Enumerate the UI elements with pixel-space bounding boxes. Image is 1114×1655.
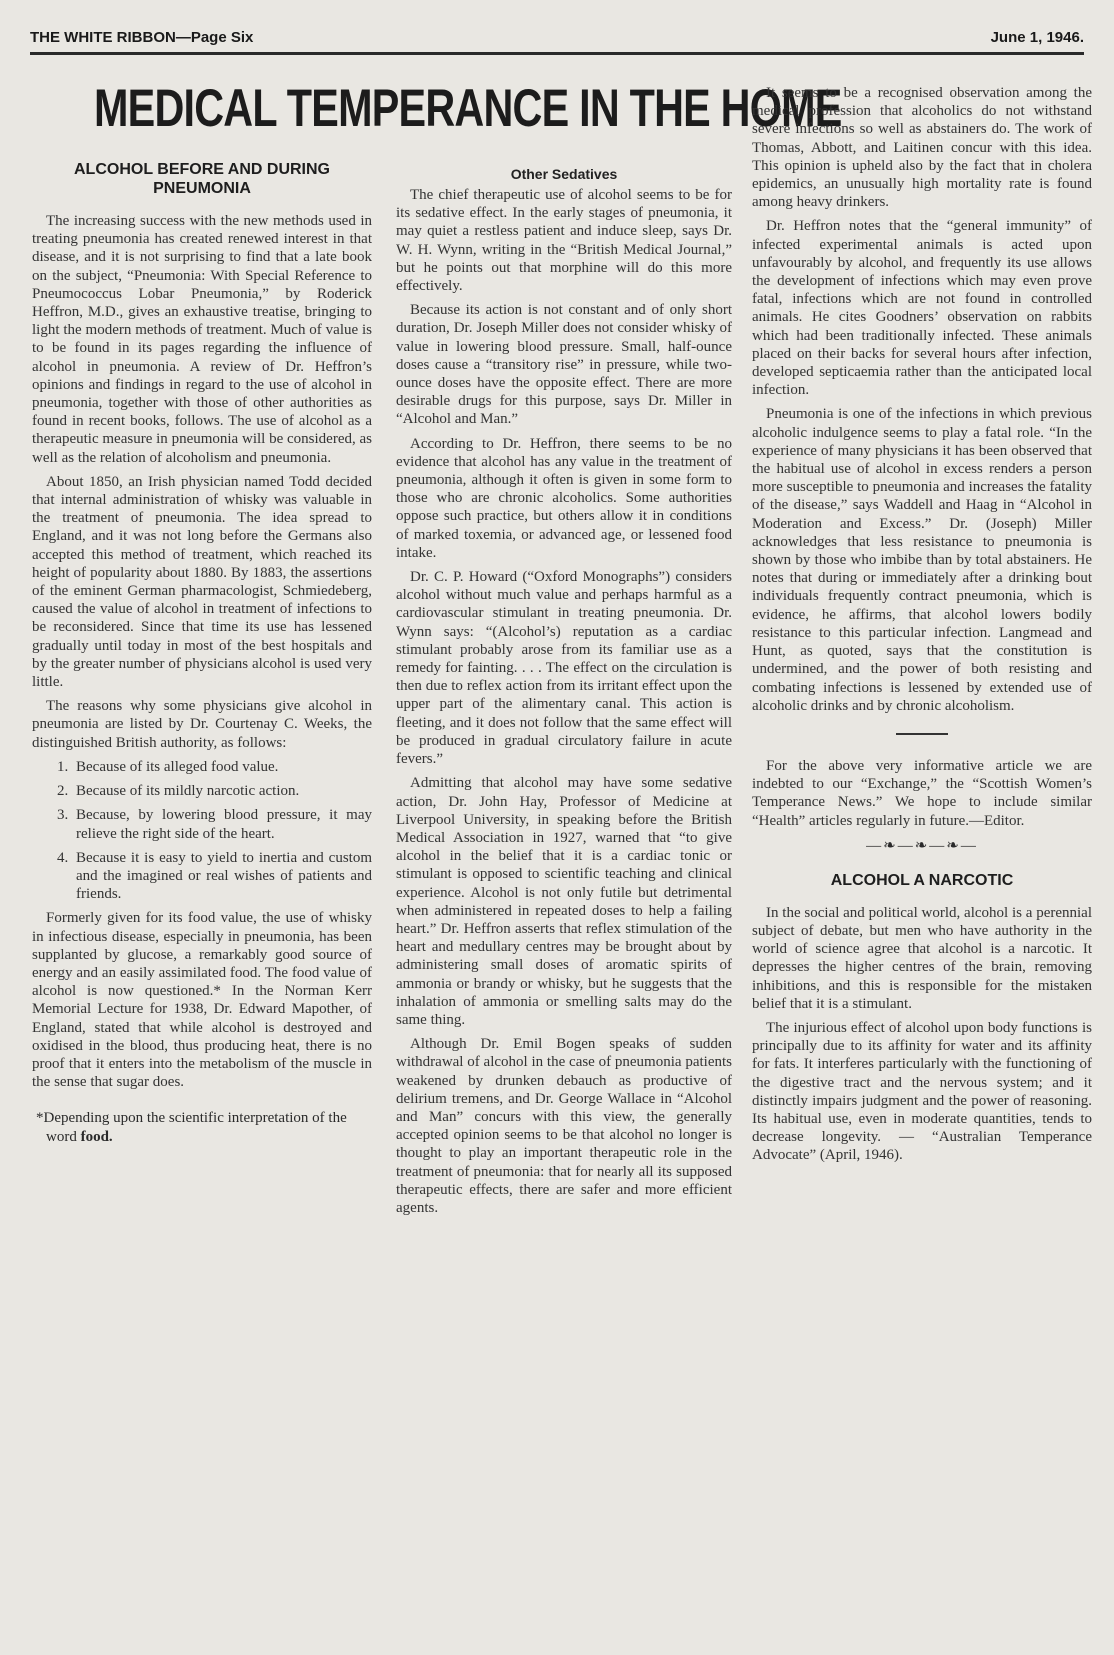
column-1 xyxy=(32,160,372,1146)
paragraph: Dr. Heffron notes that the “general immunity” of infected experimental animals is acted upon unfavourably by alcohol, and frequently its use allows the development of infections which may even prove fatal, infections which are not found in controlled animals. He cites Goodners’ observation on rabbits which had been traditionally infected. These animals placed on their backs for several hours after infection, developed septicaemia rather than the anticipated local infection. xyxy=(752,218,1092,399)
paragraph: According to Dr. Heffron, there seems to be no evidence that alcohol has any value in the treatment of pneumonia, although it often is given in some form to those who are chronic alcoholics. Some authorities oppose such practice, but others allow it in conditions of marked toxemia, or advanced age, or lessened food intake. xyxy=(396,435,732,561)
section-divider xyxy=(896,733,948,735)
list-item: 4. Because it is easy to yield to inertia and custom and the imagined or real wishes of patients and friends. xyxy=(72,849,372,904)
article-heading-pneumonia: ALCOHOL BEFORE AND DURING PNEUMONIA xyxy=(74,161,330,197)
footnote xyxy=(32,1109,372,1145)
paragraph: It seems to be a recognised observation among the medical profession that alcoholics do not withstand severe infections so well as abstainers do. The work of Thomas, Abbott, and Laitinen concur with this idea. This opinion is upheld also by the fact that in cholera epidemics, an unusually high mortality rate is found among heavy drinkers. xyxy=(752,85,1092,211)
paragraph: Pneumonia is one of the infections in which previous alcoholic indulgence seems to play a fatal role. “In the experience of many physicians it has been observed that the habitual use of alcohol in excess renders a person more susceptible to pneumonia and increases the fatality of the disease,” says Waddell and Haag in “Alcohol in Moderation and Excess.” Dr. (Joseph) Miller acknowledges that less resistance to pneumonia is shown by those who imbibe than by total abstainers. He notes that during or immediately after a drinking bout individuals frequently contract pneumonia, which is evidence, he affirms, that alcohol lowers bodily resistance to this particular infection. Langmead and Hunt, as quoted, says that the constitution is undermined, and the power of both resisting and combating infections is lessened by extended use of alcoholic drinks and by chronic alcoholism. xyxy=(752,406,1092,714)
paragraph: The reasons why some physicians give alcohol in pneumonia are listed by Dr. Courtenay C. Weeks, the distinguished British authority, as follows: xyxy=(32,698,372,751)
editor-note: For the above very informative article we are indebted to our “Exchange,” the “Scottish Women’s Temperance News.” We hope to include similar “Health” articles regularly in future.—Editor. xyxy=(752,757,1092,829)
paragraph: Because its action is not constant and of only short duration, Dr. Joseph Miller does not consider whisky of value in lowering blood pressure. Small, half-ounce doses cause a “transitory rise” in pressure, while two-ounce doses have the opposite effect. There are more desirable drugs for this purpose, says Dr. Miller in “Alcohol and Man.” xyxy=(396,302,732,428)
reasons-list xyxy=(32,758,372,903)
publication-page-label: THE WHITE RIBBON—Page Six xyxy=(30,29,254,46)
column-2 xyxy=(396,166,732,1223)
paragraph: The injurious effect of alcohol upon body functions is principally due to its affinity for water and its affinity for fats. It interferes particularly with the functioning of the digestive tract and the nervous system; and it distinctly impairs judgment and the power of reasoning. Its habitual use, even in moderate quantities, tends to decrease longevity. — “Australian Temperance Advocate” (April, 1946). xyxy=(752,1019,1092,1164)
article-heading-narcotic: ALCOHOL A NARCOTIC xyxy=(830,871,1014,889)
subheading-other-sedatives: Other Sedatives xyxy=(510,166,618,182)
masthead xyxy=(30,18,1084,46)
column-3 xyxy=(752,84,1092,1171)
list-item: 2. Because of its mildly narcotic action. xyxy=(72,782,372,800)
paragraph: Admitting that alcohol may have some sedative action, Dr. John Hay, Professor of Medicine at Liverpool University, in speaking before the British Medical Association in 1927, warned that “to give alcohol in the belief that it is a cardiac tonic or stimulant is opposed to scientific teaching and clinical experience. Alcohol is not only futile but detrimental when administered in repeated doses to help a failing heart.” Dr. Heffron asserts that reflex stimulation of the heart and medullary centres may be brought about by administering small doses of aromatic spirits of ammonia or brandy or whisky, but he suggests that the inhalation of ammonia or smelling salts may do the same thing. xyxy=(396,775,732,1028)
header-rule xyxy=(30,52,1084,55)
list-item: 1. Because of its alleged food value. xyxy=(72,758,372,776)
footnote-emphasis: food. xyxy=(80,1128,113,1145)
paragraph: Dr. C. P. Howard (“Oxford Monographs”) considers alcohol without much value and perhaps harmful as a cardiovascular stimulant in treating pneumonia. Dr. Wynn says: “(Alcohol’s) reputation as a cardiac stimulant probably arose from its familiar use as a remedy for fainting. . . . The effect on the circulation is then due to reflex action from its irritant effect upon the upper part of the alimentary canal. This action is fleeting, and it does not follow that the same effect will be produced in gradual circulatory failure in acute fevers.” xyxy=(396,569,732,768)
paragraph: The chief therapeutic use of alcohol seems to be for its sedative effect. In the early stages of pneumonia, it may quiet a restless patient and induce sleep, says Dr. W. H. Wynn, writing in the “British Medical Journal,” but he points out that morphine will do this more effectively. xyxy=(396,187,732,295)
ornament-divider: —❧—❧—❧— xyxy=(866,837,978,854)
paragraph: The increasing success with the new methods used in treating pneumonia has created renewed interest in that disease, and it is not surprising to find that a late book on the subject, “Pneumonia: With Special Reference to Pneumococcus Lobar Pneumonia,” by Roderick Heffron, M.D., gives an exhaustive treatise, bringing to light the modern methods of treatment. Much of value is to be found in its pages regarding the influence of alcohol in pneumonia. A review of Dr. Heffron’s opinions and findings in regard to the use of alcohol in pneumonia, together with those of other authorities as found in recent books, follows. The use of alcohol as a therapeutic measure in pneumonia will be considered, as well as the relation of alcoholism and pneumonia. xyxy=(32,213,372,466)
issue-date: June 1, 1946. xyxy=(990,29,1084,46)
paragraph: About 1850, an Irish physician named Todd decided that internal administration of whisky was valuable in the treatment of pneumonia. The idea spread to England, and it was not long before the Germans also accepted this method of treatment, which reached its height of popularity about 1880. By 1883, the assertions of the eminent German pharmacologist, Schmiedeberg, caused the value of alcohol in treatment of infections to be reconsidered. Since that time its use has lessened gradually until today in most of the best hospitals and by the greater number of physicians alcohol is used very little. xyxy=(32,473,372,691)
page-title: MEDICAL TEMPERANCE IN THE HOME xyxy=(94,79,842,138)
paragraph: Although Dr. Emil Bogen speaks of sudden withdrawal of alcohol in the case of pneumonia patients weakened by drunken debauch as productive of delirium tremens, and Dr. George Wallace in “Alcohol and Man” concurs with this view, the generally accepted opinion seems to be that alcohol no longer is thought to play an important therapeutic role in the treatment of pneumonia: that for nearly all its supposed therapeutic effects, there are safer and more efficient agents. xyxy=(396,1036,732,1216)
paragraph: Formerly given for its food value, the use of whisky in infectious disease, especially in pneumonia, has been supplanted by glucose, a remarkably good source of energy and an easily assimilated food. The food value of alcohol is now questioned.* In the Norman Kerr Memorial Lecture for 1938, Dr. Edward Mapother, of England, stated that while alcohol is destroyed and oxidised in the blood, thus producing heat, there is no proof that it enters into the metabolism of the muscle in the sense that sugar does. xyxy=(32,910,372,1091)
footnote-text: *Depending upon the scientific interpretation of the word xyxy=(36,1110,347,1145)
paragraph: In the social and political world, alcohol is a perennial subject of debate, but men who have authority in the world of science agree that alcohol is a narcotic. It depresses the higher centres of the brain, removing inhibitions, and this is responsible for the mistaken belief that it is a stimulant. xyxy=(752,904,1092,1012)
list-item: 3. Because, by lowering blood pressure, it may relieve the right side of the heart. xyxy=(72,806,372,842)
